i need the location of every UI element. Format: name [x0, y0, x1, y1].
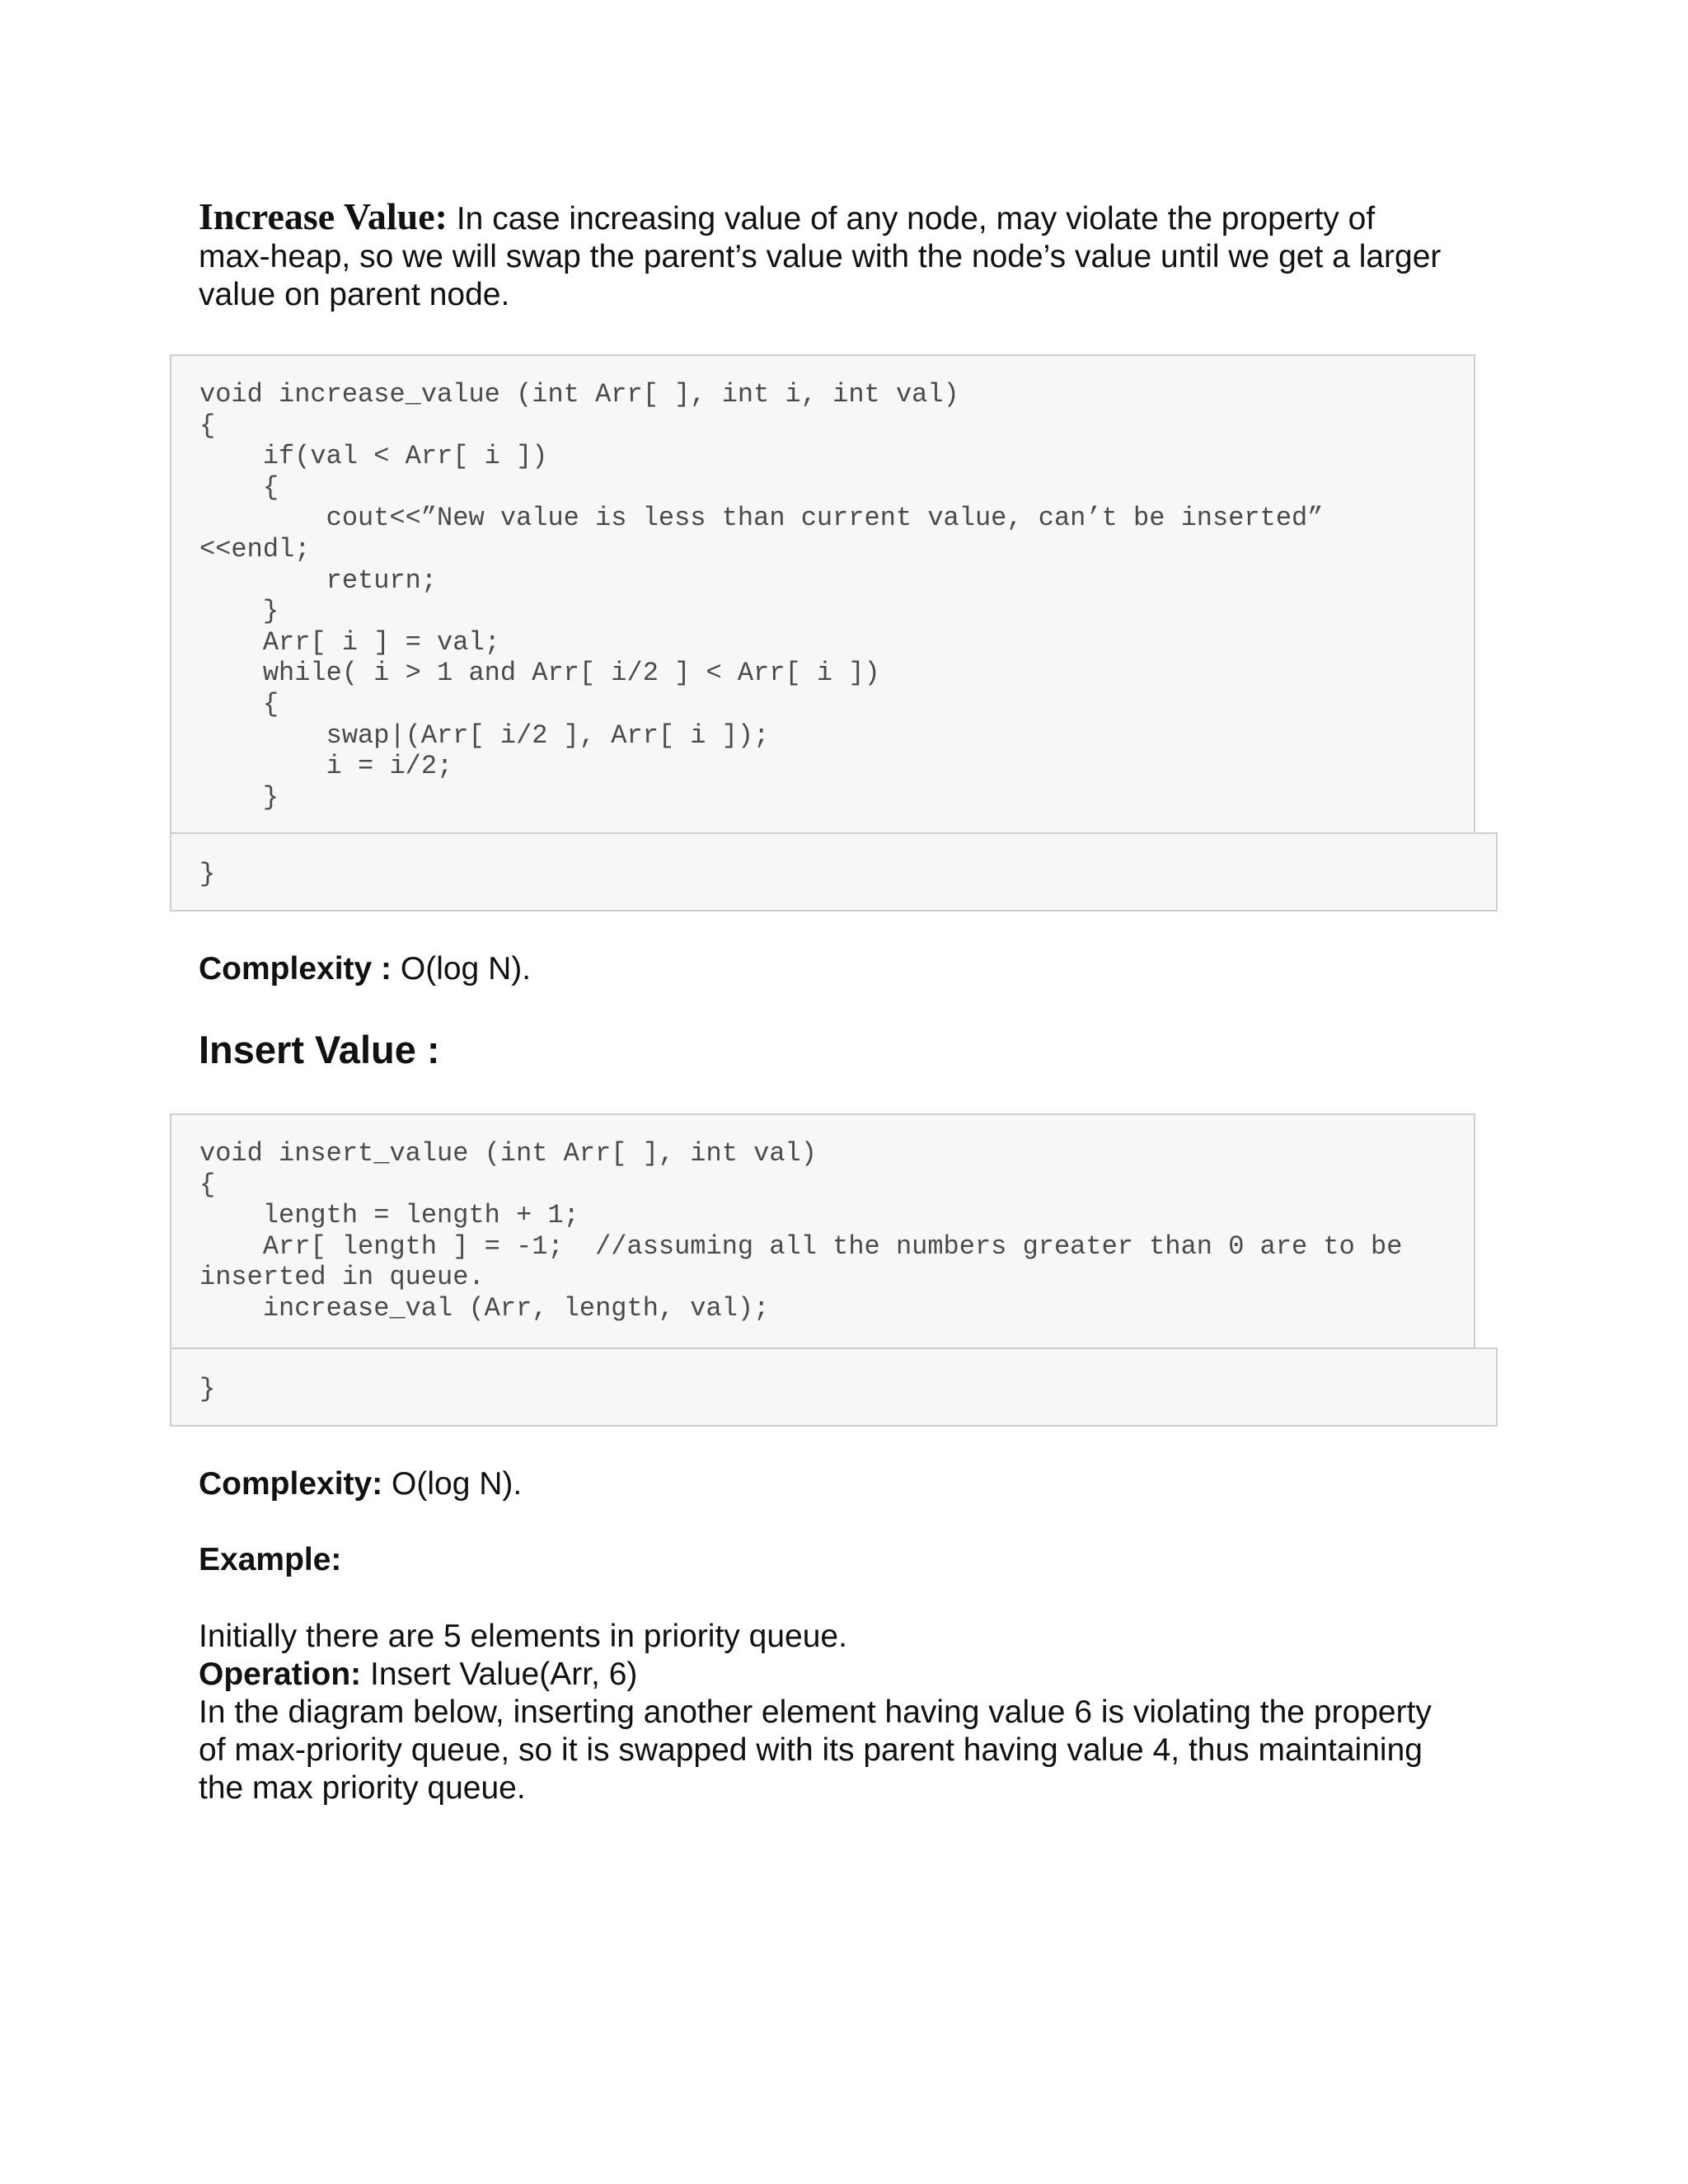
example-paragraph	[199, 1618, 1501, 1807]
code-line: {	[199, 471, 279, 503]
increase-value-title: Increase Value:	[199, 195, 448, 237]
increase-value-code-block	[170, 354, 1475, 834]
code-line: {	[199, 1169, 216, 1200]
increase-value-code	[199, 379, 1474, 813]
code-line: return;	[199, 565, 438, 596]
code-line: void increase_value (int Arr[ ], int i, int val)	[199, 379, 959, 410]
code-line: inserted in queue.	[199, 1262, 485, 1293]
complexity-2-value: O(log N).	[382, 1466, 523, 1502]
insert-value-code-closing-block	[170, 1347, 1498, 1427]
code-line: }	[199, 596, 279, 627]
operation-label: Operation:	[199, 1657, 362, 1692]
code-line: <<endl;	[199, 533, 311, 565]
insert-value-code-closing: }	[199, 1374, 216, 1404]
example-line-1: Initially there are 5 elements in priority queue.	[199, 1619, 847, 1654]
code-line: if(val < Arr[ i ])	[199, 441, 548, 472]
complexity-2-label: Complexity:	[199, 1466, 383, 1502]
increase-value-text-2: max-heap, so we will swap the parent’s value with the node’s value until we get a larger	[199, 239, 1442, 274]
insert-value-code	[199, 1138, 1474, 1324]
operation-value: Insert Value(Arr, 6)	[361, 1657, 638, 1692]
example-desc-2: of max-priority queue, so it is swapped with its parent having value 4, thus maintaining	[199, 1732, 1423, 1768]
code-line: }	[199, 781, 279, 813]
example-desc-1: In the diagram below, inserting another element having value 6 is violating the property	[199, 1694, 1432, 1730]
example-desc-3: the max priority queue.	[199, 1770, 526, 1806]
code-line: Arr[ length ] = -1; //assuming all the numbers greater than 0 are to be	[199, 1230, 1403, 1262]
increase-value-line-1	[199, 195, 1501, 238]
code-line: cout<<”New value is less than current value, can’t be inserted”	[199, 503, 1324, 534]
code-line: {	[199, 410, 216, 441]
insert-value-code-block	[170, 1113, 1475, 1349]
code-line: void insert_value (int Arr[ ], int val)	[199, 1138, 817, 1169]
increase-value-text-3: value on parent node.	[199, 277, 510, 312]
complexity-1-value: O(log N).	[392, 951, 532, 987]
complexity-1	[199, 950, 1501, 988]
code-line: increase_val (Arr, length, val);	[199, 1292, 770, 1324]
code-line: {	[199, 688, 279, 719]
example-heading: Example:	[199, 1542, 342, 1577]
increase-value-code-closing: }	[199, 859, 216, 889]
increase-value-code-closing-block	[170, 832, 1498, 912]
complexity-2	[199, 1465, 1501, 1503]
code-line: swap|(Arr[ i/2 ], Arr[ i ]);	[199, 719, 770, 751]
increase-value-paragraph	[199, 195, 1501, 314]
insert-value-heading: Insert Value :	[199, 1028, 440, 1071]
code-line: while( i > 1 and Arr[ i/2 ] < Arr[ i ])	[199, 658, 880, 689]
code-line: length = length + 1;	[199, 1200, 579, 1231]
code-line: i = i/2;	[199, 751, 453, 782]
complexity-1-label: Complexity :	[199, 951, 392, 987]
code-line: Arr[ i ] = val;	[199, 626, 500, 658]
example-operation	[199, 1656, 1501, 1694]
increase-value-text-1: In case increasing value of any node, may violate the property of	[448, 201, 1376, 237]
